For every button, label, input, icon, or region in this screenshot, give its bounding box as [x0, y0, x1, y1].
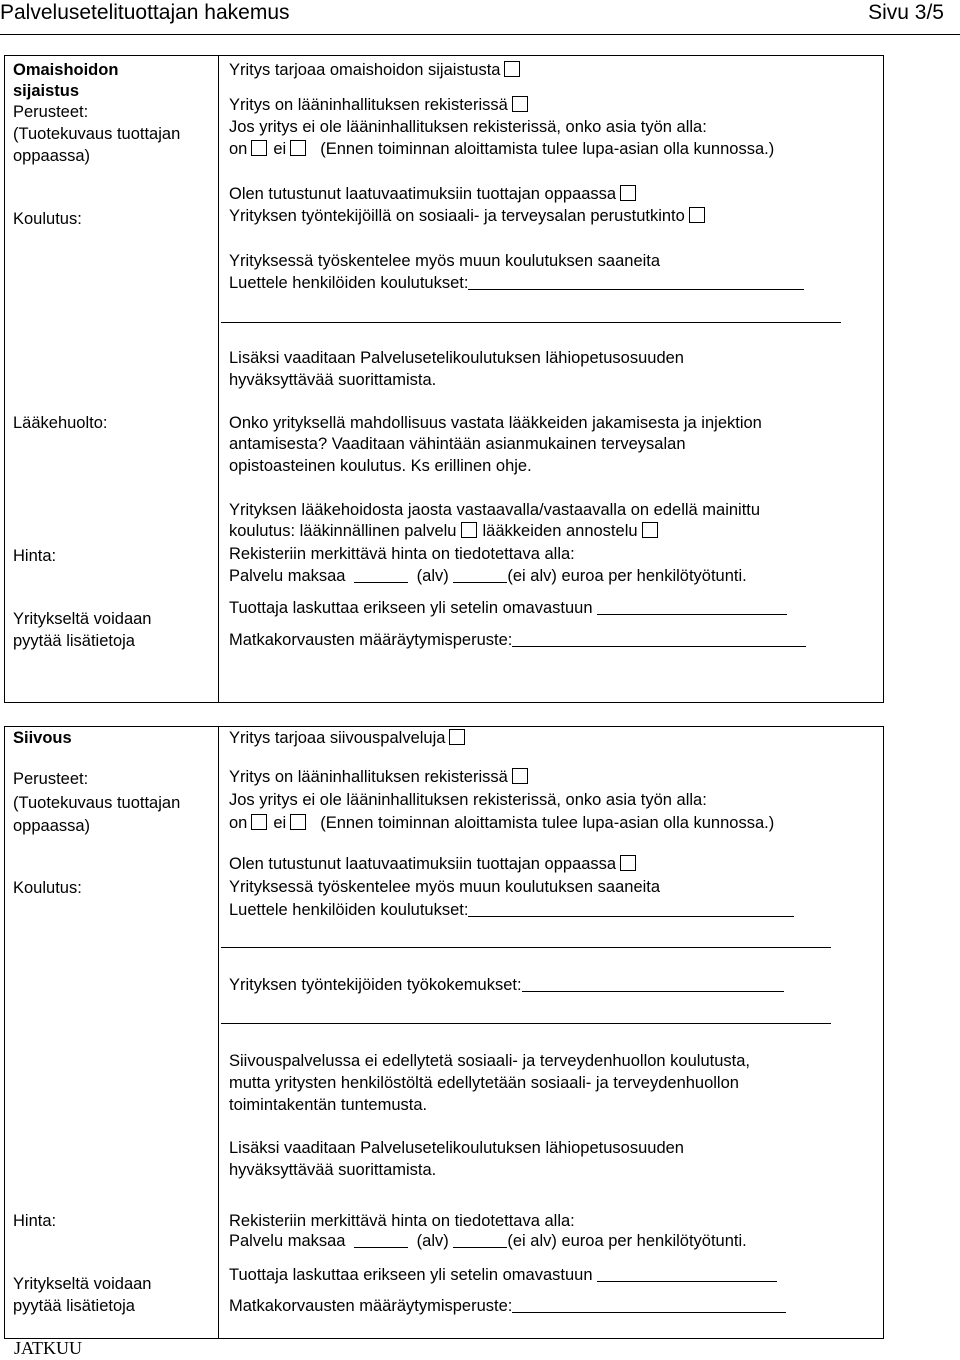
work-experience-field[interactable]: [522, 975, 784, 992]
registered-row: [229, 94, 528, 116]
vat-label: (alv): [416, 1232, 449, 1250]
training-requirement-cont: hyväksyttävää suorittamista.: [229, 1161, 437, 1179]
price-row: [229, 1230, 747, 1252]
registration-note: (Ennen toiminnan aloittamista tulee lupa-asian olla kunnossa.): [320, 140, 775, 158]
education-list-field-line2[interactable]: [221, 322, 841, 323]
offers-service-label: Yritys tarjoaa siivouspalveluja: [229, 729, 446, 747]
quality-row: [229, 183, 636, 205]
price-label: Palvelu maksaa: [229, 1232, 346, 1250]
registered-label: Yritys on lääninhallituksen rekisterissä: [229, 768, 508, 786]
requirement-note-cont: mutta yritysten henkilöstöltä edellytetään sosiaali- ja terveydenhuollon: [229, 1074, 739, 1092]
work-experience-field-line2[interactable]: [221, 1023, 831, 1024]
extra-billing-row: [229, 597, 787, 619]
laakehuolto-label: Lääkehuolto:: [13, 414, 108, 432]
registration-answer-row: [229, 138, 774, 160]
offers-service-label: Yritys tarjoaa omaishoidon sijaistusta: [229, 61, 501, 79]
extra-billing-field[interactable]: [597, 1265, 777, 1282]
training-requirement: Lisäksi vaaditaan Palvelusetelikoulutuksen lähiopetusosuuden: [229, 1139, 684, 1157]
travel-basis-label: Matkakorvausten määräytymisperuste:: [229, 1297, 513, 1315]
on-label: on: [229, 814, 248, 832]
quality-checkbox[interactable]: [620, 855, 636, 871]
ei-checkbox[interactable]: [290, 140, 306, 156]
siivous-section: [4, 726, 884, 1339]
quality-label: Olen tutustunut laatuvaatimuksiin tuottajan oppaassa: [229, 185, 617, 203]
registration-question: Jos yritys ei ole lääninhallituksen rekisterissä, onko asia työn alla:: [229, 118, 707, 136]
price-novat-field[interactable]: [453, 1231, 507, 1248]
travel-basis-row: [229, 1295, 786, 1317]
price-novat-field[interactable]: [453, 566, 507, 583]
ei-label: ei: [273, 814, 287, 832]
column-divider: [218, 56, 219, 702]
registered-checkbox[interactable]: [512, 768, 528, 784]
travel-basis-field[interactable]: [512, 1296, 786, 1313]
extra-billing-row: [229, 1264, 777, 1286]
work-experience-label: Yrityksen työntekijöiden työkokemukset:: [229, 976, 522, 994]
travel-basis-field[interactable]: [512, 630, 806, 647]
on-checkbox[interactable]: [251, 140, 267, 156]
on-label: on: [229, 140, 248, 158]
medical-service-checkbox[interactable]: [461, 522, 477, 538]
section-title-cont: sijaistus: [13, 82, 80, 100]
dosing-checkbox[interactable]: [642, 522, 658, 538]
ei-label: ei: [273, 140, 287, 158]
price-label: Palvelu maksaa: [229, 567, 346, 585]
quality-checkbox[interactable]: [620, 185, 636, 201]
registered-row: [229, 766, 528, 788]
novat-label: (ei alv) euroa per henkilötyötunti.: [507, 567, 747, 585]
omaishoito-section: [4, 55, 884, 703]
registration-question: Jos yritys ei ole lääninhallituksen rekisterissä, onko asia työn alla:: [229, 791, 707, 809]
basic-degree-checkbox[interactable]: [689, 207, 705, 223]
basic-degree-label: Yrityksen työntekijöillä on sosiaali- ja terveysalan perustutkinto: [229, 207, 685, 225]
registration-answer-row: [229, 812, 774, 834]
education-list-row: [229, 272, 804, 294]
other-education-text: Yrityksessä työskentelee myös muun koulutuksen saaneita: [229, 878, 661, 896]
requirement-note-end: toimintakentän tuntemusta.: [229, 1096, 428, 1114]
perusteet-label: Perusteet:: [13, 770, 89, 788]
document-title: Palvelusetelituottajan hakemus: [0, 1, 290, 24]
travel-basis-label: Matkakorvausten määräytymisperuste:: [229, 631, 513, 649]
training-requirement: Lisäksi vaaditaan Palvelusetelikoulutuksen lähiopetusosuuden: [229, 349, 684, 367]
education-list-label: Luettele henkilöiden koulutukset:: [229, 274, 469, 292]
tuotekuvaus-note-cont: oppaassa): [13, 817, 91, 835]
lisatieto-note-cont: pyytää lisätietoja: [13, 632, 135, 650]
lisatieto-note-cont: pyytää lisätietoja: [13, 1297, 135, 1315]
travel-basis-row: [229, 629, 806, 651]
medical-service-label: koulutus: lääkinnällinen palvelu: [229, 522, 457, 540]
extra-billing-label: Tuottaja laskuttaa erikseen yli setelin omavastuun: [229, 1266, 593, 1284]
medication-question: Onko yrityksellä mahdollisuus vastata lääkkeiden jakamisesta ja injektion: [229, 414, 762, 432]
section-title: Omaishoidon: [13, 61, 119, 79]
lisatieto-note: Yritykseltä voidaan: [13, 1275, 152, 1293]
price-vat-field[interactable]: [354, 566, 408, 583]
requirement-note: Siivouspalvelussa ei edellytetä sosiaali- ja terveydenhuollon koulutusta,: [229, 1052, 750, 1070]
ei-checkbox[interactable]: [290, 814, 306, 830]
medication-question-end: opistoasteinen koulutus. Ks erillinen ohje.: [229, 457, 532, 475]
hinta-label: Hinta:: [13, 547, 57, 565]
dosing-label: lääkkeiden annostelu: [482, 522, 638, 540]
tuotekuvaus-note: (Tuotekuvaus tuottajan: [13, 125, 181, 143]
education-list-label: Luettele henkilöiden koulutukset:: [229, 901, 469, 919]
offers-service-row: [229, 59, 520, 81]
header-divider: [0, 34, 960, 35]
vat-label: (alv): [416, 567, 449, 585]
medication-responsible: Yrityksen lääkehoidosta jaosta vastaavalla/vastaavalla on edellä mainittu: [229, 501, 761, 519]
training-requirement-cont: hyväksyttävää suorittamista.: [229, 371, 437, 389]
offers-service-row: [229, 727, 465, 749]
on-checkbox[interactable]: [251, 814, 267, 830]
education-list-row: [229, 899, 794, 921]
price-vat-field[interactable]: [354, 1231, 408, 1248]
education-list-field[interactable]: [468, 900, 794, 917]
quality-label: Olen tutustunut laatuvaatimuksiin tuottajan oppaassa: [229, 855, 617, 873]
offers-service-checkbox[interactable]: [449, 729, 465, 745]
column-divider: [218, 727, 219, 1338]
novat-label: (ei alv) euroa per henkilötyötunti.: [507, 1232, 747, 1250]
page-number: Sivu 3/5: [868, 1, 944, 24]
hinta-label: Hinta:: [13, 1212, 57, 1230]
koulutus-label: Koulutus:: [13, 210, 82, 228]
price-intro: Rekisteriin merkittävä hinta on tiedotettava alla:: [229, 545, 575, 563]
registered-label: Yritys on lääninhallituksen rekisterissä: [229, 96, 508, 114]
basic-degree-row: [229, 205, 705, 227]
section-title: Siivous: [13, 729, 72, 747]
tuotekuvaus-note: (Tuotekuvaus tuottajan: [13, 794, 181, 812]
quality-row: [229, 853, 636, 875]
extra-billing-field[interactable]: [597, 598, 787, 615]
registered-checkbox[interactable]: [512, 96, 528, 112]
other-education-text: Yrityksessä työskentelee myös muun koulutuksen saaneita: [229, 252, 661, 270]
tuotekuvaus-note-cont: oppaassa): [13, 147, 91, 165]
medication-type-row: [229, 520, 658, 542]
registration-note: (Ennen toiminnan aloittamista tulee lupa-asian olla kunnossa.): [320, 814, 775, 832]
work-experience-row: [229, 974, 784, 996]
koulutus-label: Koulutus:: [13, 879, 82, 897]
offers-service-checkbox[interactable]: [504, 61, 520, 77]
education-list-field[interactable]: [468, 273, 804, 290]
medication-question-cont: antamisesta? Vaaditaan vähintään asianmukainen terveysalan: [229, 435, 686, 453]
extra-billing-label: Tuottaja laskuttaa erikseen yli setelin omavastuun: [229, 599, 593, 617]
perusteet-label: Perusteet:: [13, 103, 89, 121]
education-list-field-line2[interactable]: [221, 947, 831, 948]
price-intro: Rekisteriin merkittävä hinta on tiedotettava alla:: [229, 1212, 575, 1230]
price-row: [229, 565, 747, 587]
continues-note: JATKUU: [14, 1338, 83, 1358]
lisatieto-note: Yritykseltä voidaan: [13, 610, 152, 628]
